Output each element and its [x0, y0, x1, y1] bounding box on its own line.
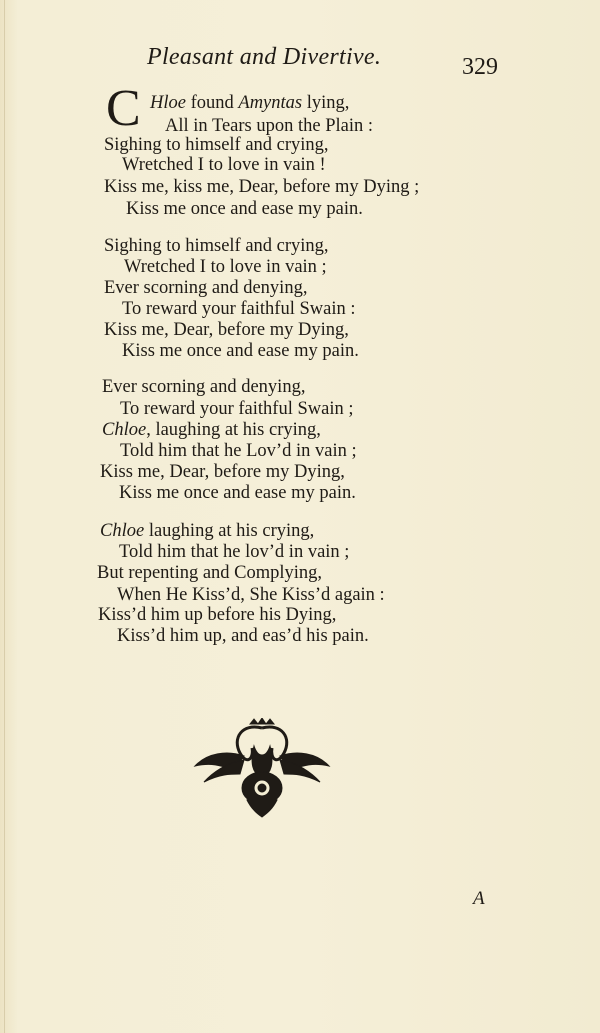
verse-line: Told him that he lov’d in vain ; [119, 542, 350, 562]
verse-line: Kiss me, Dear, before my Dying, [100, 462, 345, 482]
verse-line: Wretched I to love in vain ; [124, 257, 327, 277]
gutter-edge [4, 0, 5, 1033]
verse-line: Told him that he Lov’d in vain ; [120, 441, 357, 461]
catchword: A [473, 888, 485, 909]
verse-line: To reward your faithful Swain : [122, 299, 356, 319]
verse-line: Sighing to himself and crying, [104, 135, 329, 155]
drop-capital: C [106, 80, 141, 137]
verse-line: Kiss’d him up before his Dying, [98, 605, 337, 625]
verse-line: When He Kiss’d, She Kiss’d again : [117, 585, 385, 605]
verse-line: Kiss me, Dear, before my Dying, [104, 320, 349, 340]
verse-italic-name: Chloe [102, 420, 147, 440]
verse-line: All in Tears upon the Plain : [165, 116, 374, 136]
verse-line: But repenting and Complying, [97, 563, 323, 583]
verse-italic-name: Chloe [100, 521, 145, 541]
page-number: 329 [462, 54, 498, 80]
verse-line: Kiss me once and ease my pain. [122, 341, 359, 361]
ornament-vignette [192, 718, 332, 818]
verse-line: To reward your faithful Swain ; [120, 399, 354, 419]
verse-line: Kiss me once and ease my pain. [126, 199, 363, 219]
verse-line: Kiss me, kiss me, Dear, before my Dying ; [104, 177, 420, 197]
verse-italic-name: Amyntas [238, 93, 303, 113]
verse-line: Kiss me once and ease my pain. [119, 483, 356, 503]
verse-line: Chloe, laughing at his crying, [102, 420, 321, 440]
verse-line: Hloe found Amyntas lying, [150, 93, 350, 113]
verse-line: Ever scorning and denying, [102, 377, 306, 397]
verse-line: Wretched I to love in vain ! [122, 155, 326, 175]
verse-line: Kiss’d him up, and eas’d his pain. [117, 626, 369, 646]
running-title: Pleasant and Divertive. [147, 44, 382, 70]
verse-italic: Hloe [150, 93, 186, 113]
verse-line: Ever scorning and denying, [104, 278, 308, 298]
verse-line: Chloe laughing at his crying, [100, 521, 315, 541]
verse-line: Sighing to himself and crying, [104, 236, 329, 256]
